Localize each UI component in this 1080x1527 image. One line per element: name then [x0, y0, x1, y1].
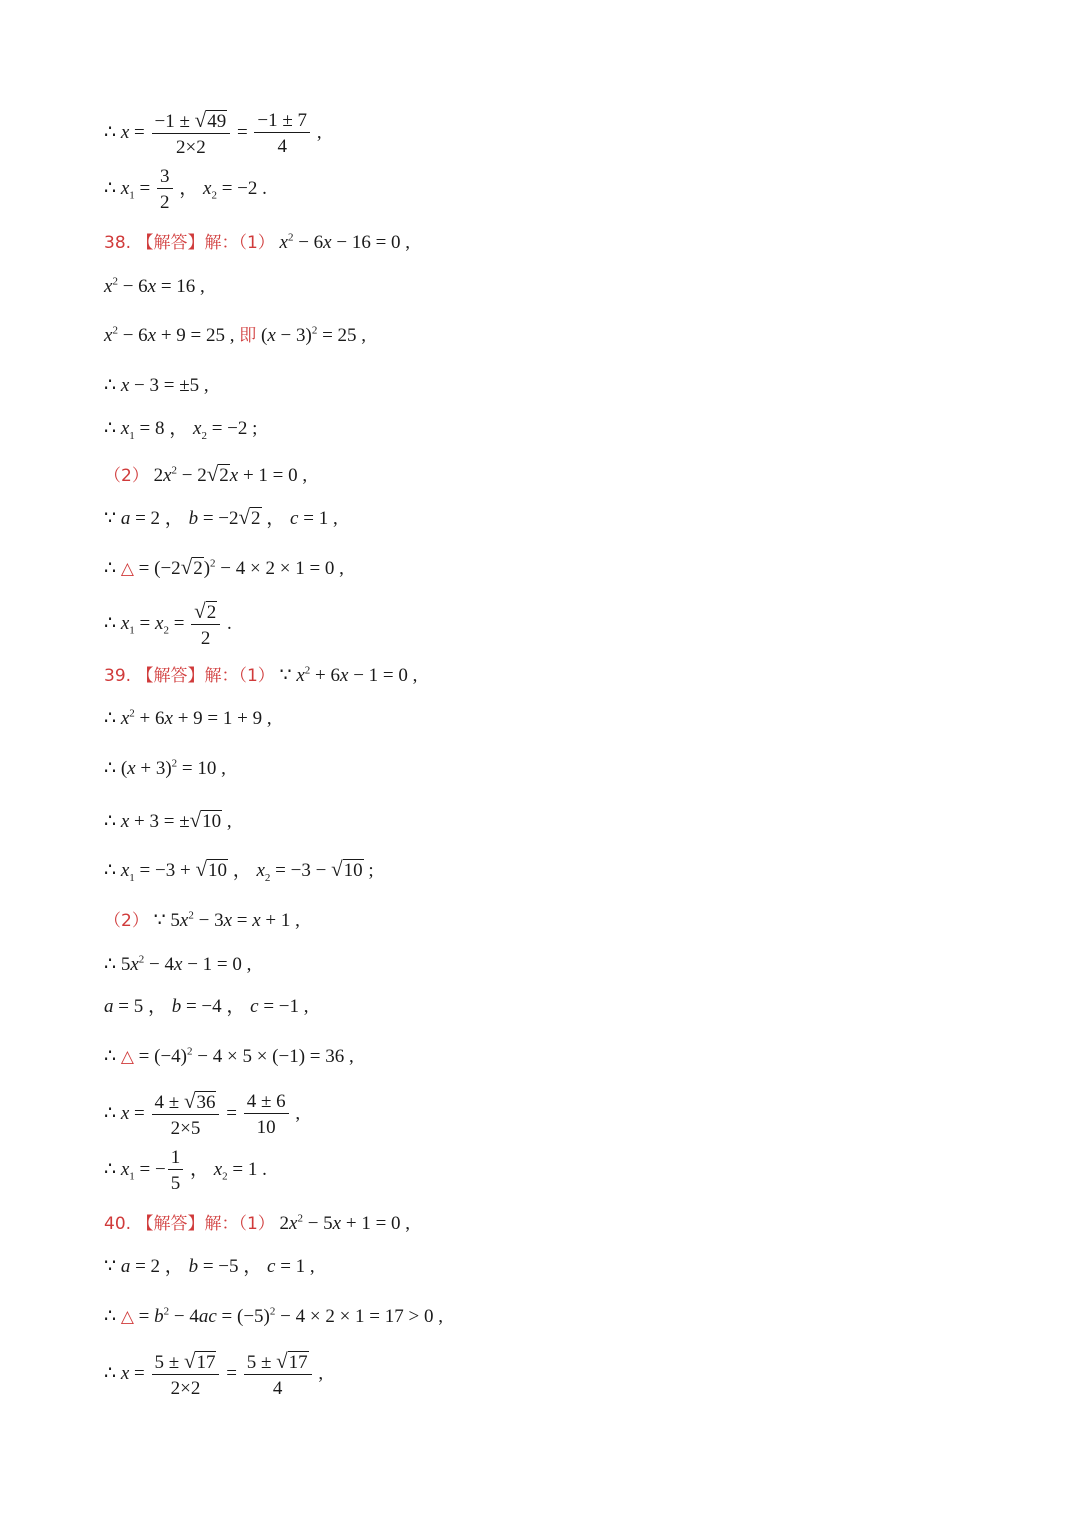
exponent: 2	[163, 1305, 170, 1318]
math-variable: x	[229, 464, 239, 486]
math-variable: x	[223, 909, 233, 931]
math-text: ∴	[104, 1102, 121, 1124]
math-text: = 10 ,	[177, 757, 226, 779]
denominator	[244, 1375, 312, 1398]
math-text: ∴	[104, 374, 121, 396]
math-text: = 1 .	[227, 1158, 267, 1180]
math-text: 2	[274, 1212, 290, 1234]
math-text: 2×2	[170, 1377, 201, 1399]
math-variable: x	[120, 1102, 130, 1124]
radical-sign: √	[194, 598, 206, 623]
math-text: 1	[170, 1146, 181, 1168]
line-l13	[104, 709, 272, 728]
math-variable: x	[104, 275, 113, 297]
math-text: =	[129, 1362, 150, 1384]
subscript: 1	[129, 1170, 135, 1183]
math-text: + 3)	[135, 757, 172, 779]
math-text: − 16 = 0 ,	[331, 231, 411, 253]
math-variable: x	[340, 664, 349, 686]
exponent: 2	[311, 324, 318, 337]
math-text: − 4 × 5 × (−1) = 36 ,	[192, 1045, 354, 1067]
math-variable: x	[289, 1212, 298, 1234]
square-root	[206, 461, 230, 486]
answer-label: △	[120, 1306, 134, 1327]
line-l4	[104, 277, 205, 296]
exponent: 2	[210, 557, 216, 570]
math-text: ∵ 5	[148, 909, 180, 931]
subscript: 1	[129, 429, 135, 442]
answer-label: （2）	[104, 910, 149, 931]
exponent: 2	[304, 664, 311, 677]
exponent: 2	[269, 1305, 276, 1318]
math-text: 3	[160, 165, 170, 187]
square-root	[238, 504, 262, 529]
radicand: 36	[196, 1091, 216, 1113]
denominator	[168, 1170, 184, 1193]
square-root	[183, 1348, 217, 1373]
line-l22	[104, 1148, 267, 1193]
fraction	[168, 1148, 184, 1193]
math-text: ∴	[104, 557, 121, 579]
answer-label: △	[120, 1046, 134, 1067]
math-text: −1 ± 7	[257, 109, 308, 131]
square-root	[195, 856, 228, 881]
numerator	[254, 111, 310, 133]
square-root	[180, 554, 204, 579]
math-variable: b	[188, 1255, 199, 1277]
math-variable: a	[104, 995, 114, 1017]
math-variable: x	[147, 324, 157, 346]
math-text: ，	[174, 177, 204, 199]
math-text: ∴	[104, 1305, 121, 1327]
line-l17	[104, 911, 300, 930]
math-variable: x	[120, 121, 130, 143]
math-variable: x	[252, 909, 261, 931]
line-l20	[104, 1047, 354, 1066]
subscript: 2	[201, 429, 207, 442]
exponent: 2	[187, 1045, 193, 1058]
line-l15	[104, 807, 232, 832]
math-text: + 1 = 0 ,	[341, 1212, 411, 1234]
line-l11	[104, 598, 232, 649]
math-text: − 1 = 0 ,	[182, 953, 252, 975]
math-text: ;	[363, 859, 374, 881]
exponent: 2	[129, 707, 135, 720]
math-text: )	[203, 557, 211, 579]
math-text: − 1 = 0 ,	[348, 664, 418, 686]
math-variable: x	[174, 953, 183, 975]
math-text: ,	[312, 121, 322, 143]
radicand: 2	[251, 507, 261, 529]
math-text: =	[232, 909, 253, 931]
line-l9	[104, 504, 338, 529]
math-text: − 6	[117, 275, 148, 297]
line-h40	[104, 1214, 410, 1233]
square-root	[194, 598, 217, 623]
radicand: 10	[202, 810, 222, 832]
math-variable: b	[188, 507, 199, 529]
math-text: 4	[272, 1377, 283, 1399]
math-text: + 6	[134, 707, 165, 729]
math-variable: x	[256, 859, 265, 881]
line-h39	[104, 666, 417, 685]
radical-sign: √	[189, 807, 202, 832]
fraction	[152, 1348, 220, 1399]
math-text: =	[129, 1102, 150, 1124]
math-text: ∵	[274, 664, 297, 686]
math-text: − 3)	[275, 324, 312, 346]
radicand: 10	[343, 859, 363, 881]
square-root	[194, 107, 228, 132]
exponent: 2	[112, 275, 118, 288]
numerator	[244, 1092, 289, 1114]
math-variable: c	[267, 1255, 276, 1277]
line-l24	[104, 1257, 315, 1276]
radical-sign: √	[206, 461, 219, 486]
math-text: ，	[185, 1158, 214, 1180]
math-text: 4	[277, 135, 287, 157]
fraction	[254, 111, 310, 156]
fraction	[244, 1092, 289, 1137]
denominator	[152, 134, 231, 157]
math-text: ∴	[104, 177, 121, 199]
math-text: 2	[200, 627, 211, 649]
line-l14	[104, 759, 226, 778]
math-text: ∴	[104, 612, 121, 634]
answer-label: 38. 【解答】解：（1）	[104, 232, 275, 253]
math-variable: x	[120, 374, 130, 396]
math-text: = −5 ，	[198, 1255, 267, 1277]
math-variable: x	[120, 707, 130, 729]
math-text: = 2 ，	[130, 507, 189, 529]
math-text: 2×5	[170, 1117, 201, 1139]
math-text: ∴	[104, 810, 121, 832]
exponent: 2	[171, 757, 178, 770]
radicand: 17	[196, 1351, 216, 1373]
math-text: =	[133, 1305, 155, 1327]
numerator	[244, 1348, 312, 1375]
exponent: 2	[297, 1212, 303, 1225]
math-text: ∴	[104, 1362, 121, 1384]
math-text: 2×2	[175, 136, 206, 158]
math-text: 10	[256, 1116, 276, 1138]
math-text: = −	[134, 1158, 166, 1180]
math-text: = (−4)	[133, 1045, 188, 1067]
math-text: = 5 ，	[113, 995, 172, 1017]
math-variable: x	[120, 177, 130, 199]
math-text: = 16 ,	[156, 275, 205, 297]
math-variable: x	[130, 953, 139, 975]
subscript: 2	[211, 189, 217, 202]
numerator	[152, 1348, 220, 1375]
line-l16	[104, 856, 374, 884]
line-l7	[104, 417, 258, 442]
radical-sign: √	[194, 107, 207, 132]
math-text: 5 ±	[246, 1351, 277, 1373]
math-variable: x	[120, 810, 130, 832]
exponent: 2	[138, 953, 145, 966]
math-text: = −2 ;	[206, 417, 258, 439]
math-variable: x	[267, 324, 276, 346]
math-text: − 3 = ±5 ,	[129, 374, 209, 396]
math-variable: x	[193, 417, 202, 439]
exponent: 2	[188, 909, 194, 922]
math-text: = 25 ,	[317, 324, 367, 346]
math-text: .	[222, 612, 232, 634]
radical-sign: √	[183, 1088, 196, 1113]
math-variable: x	[279, 231, 288, 253]
denominator	[157, 189, 173, 212]
radical-sign: √	[276, 1348, 288, 1373]
math-text: − 4 × 2 × 1 = 0 ,	[215, 557, 344, 579]
math-variable: x	[163, 464, 172, 486]
math-text: ,	[222, 810, 232, 832]
numerator	[191, 598, 220, 625]
math-text: = 2 ，	[130, 1255, 189, 1277]
math-variable: b	[171, 995, 182, 1017]
math-text: = −3 +	[134, 859, 196, 881]
math-text: + 1 = 0 ,	[238, 464, 308, 486]
math-variable: ac	[198, 1305, 217, 1327]
math-variable: a	[120, 1255, 131, 1277]
subscript: 2	[264, 871, 271, 884]
math-text: = −2	[198, 507, 239, 529]
math-variable: x	[179, 909, 189, 931]
answer-label: 40. 【解答】解：（1）	[104, 1213, 275, 1234]
answer-label: 39. 【解答】解：（1）	[104, 665, 275, 686]
math-text: + 9 = 1 + 9 ,	[172, 707, 272, 729]
math-text: = (−5)	[216, 1305, 270, 1327]
math-variable: b	[154, 1305, 164, 1327]
answer-label: （2）	[104, 465, 149, 486]
line-l21	[104, 1088, 301, 1139]
math-text: ∴	[104, 859, 121, 881]
math-text: + 9 = 25 ,	[156, 324, 240, 346]
line-h38	[104, 233, 410, 252]
math-variable: x	[332, 1212, 342, 1234]
math-text: − 5	[302, 1212, 333, 1234]
math-variable: x	[127, 757, 136, 779]
math-text: = 8 ，	[134, 417, 193, 439]
line-l1	[104, 107, 322, 158]
math-variable: x	[203, 177, 212, 199]
subscript: 1	[129, 871, 135, 884]
math-text: + 1 ,	[260, 909, 300, 931]
radical-sign: √	[195, 856, 207, 881]
numerator	[152, 107, 231, 134]
denominator	[254, 133, 310, 156]
radicand: 2	[193, 557, 203, 579]
numerator	[168, 1148, 184, 1170]
fraction	[191, 598, 220, 649]
math-variable: c	[290, 507, 299, 529]
math-text: + 6	[310, 664, 341, 686]
math-text: =	[134, 177, 155, 199]
radicand: 2	[219, 464, 229, 486]
math-text: =	[232, 121, 253, 143]
math-text: ∴	[104, 1045, 121, 1067]
math-text: 5	[170, 1172, 181, 1194]
math-variable: x	[104, 324, 113, 346]
math-text: = 1 ,	[298, 507, 338, 529]
math-text: 4 ±	[154, 1091, 184, 1113]
line-l25	[104, 1307, 443, 1326]
math-variable: x	[147, 275, 157, 297]
math-text: = −4 ，	[181, 995, 251, 1017]
math-variable: x	[155, 612, 164, 634]
line-l19	[104, 997, 309, 1016]
math-text: ,	[313, 1362, 324, 1384]
fraction	[152, 107, 231, 158]
square-root	[183, 1088, 217, 1113]
numerator	[157, 167, 173, 189]
radicand: 10	[207, 859, 227, 881]
math-variable: x	[213, 1158, 223, 1180]
math-text: ∵	[104, 1255, 121, 1277]
line-l10	[104, 554, 344, 579]
line-l6	[104, 376, 209, 395]
line-l8	[104, 461, 308, 486]
math-variable: x	[296, 664, 305, 686]
radical-sign: √	[183, 1348, 196, 1373]
fraction	[157, 167, 173, 212]
math-text: ∴	[104, 121, 121, 143]
math-text: =	[221, 1362, 242, 1384]
math-text: − 2	[177, 464, 207, 486]
square-root	[189, 807, 223, 832]
line-l5	[104, 326, 366, 345]
math-text: ，	[261, 507, 291, 529]
math-text: ，	[227, 859, 257, 881]
math-text: (	[256, 324, 268, 346]
math-text: ∴ (	[104, 757, 128, 779]
math-variable: x	[120, 612, 130, 634]
square-root	[331, 856, 364, 881]
math-text: = 1 ,	[275, 1255, 315, 1277]
math-text: 4 ± 6	[246, 1090, 286, 1112]
subscript: 1	[129, 189, 135, 202]
math-text: ∴ 5	[104, 953, 131, 975]
line-l2	[104, 167, 267, 212]
math-text: − 4 × 2 × 1 = 17 > 0 ,	[275, 1305, 443, 1327]
radicand: 49	[207, 110, 227, 132]
denominator	[191, 625, 220, 648]
subscript: 2	[163, 624, 169, 637]
square-root	[276, 1348, 309, 1373]
math-text: =	[168, 612, 190, 634]
denominator	[152, 1115, 220, 1138]
line-l18	[104, 955, 251, 974]
math-variable: x	[120, 859, 130, 881]
radical-sign: √	[238, 504, 251, 529]
denominator	[244, 1114, 289, 1137]
exponent: 2	[287, 231, 294, 244]
math-variable: x	[120, 1362, 130, 1384]
math-text: =	[221, 1102, 242, 1124]
math-variable: x	[120, 1158, 130, 1180]
numerator	[152, 1088, 220, 1115]
answer-label: △	[120, 558, 134, 579]
math-text: + 3 = ±	[129, 810, 190, 832]
radicand: 2	[206, 601, 217, 623]
line-l26	[104, 1348, 324, 1399]
radical-sign: √	[180, 554, 193, 579]
math-text: = −2 .	[216, 177, 267, 199]
subscript: 1	[129, 624, 135, 637]
math-text: −1 ±	[154, 110, 195, 132]
math-text: ∴	[104, 1158, 121, 1180]
math-variable: x	[120, 417, 130, 439]
math-text: ∵	[104, 507, 121, 529]
radicand: 17	[288, 1351, 308, 1373]
math-text: =	[129, 121, 150, 143]
math-text: 2	[160, 191, 170, 213]
math-variable: c	[250, 995, 259, 1017]
exponent: 2	[112, 324, 118, 337]
radical-sign: √	[331, 856, 343, 881]
math-text: ∴	[104, 417, 121, 439]
math-text: − 6	[293, 231, 324, 253]
fraction	[152, 1088, 220, 1139]
fraction	[244, 1348, 312, 1399]
math-text: 5 ±	[154, 1351, 184, 1373]
math-text: = −1 ,	[258, 995, 309, 1017]
math-text: = (−2	[133, 557, 181, 579]
math-text: − 4	[169, 1305, 199, 1327]
math-variable: x	[323, 231, 332, 253]
denominator	[152, 1375, 220, 1398]
math-text: =	[134, 612, 155, 634]
answer-label: 即	[239, 325, 257, 346]
math-variable: a	[120, 507, 131, 529]
math-text: − 3	[193, 909, 224, 931]
math-text: 2	[148, 464, 164, 486]
math-variable: x	[164, 707, 173, 729]
math-text: = −3 −	[270, 859, 332, 881]
math-text: ∴	[104, 707, 121, 729]
subscript: 2	[222, 1170, 228, 1183]
exponent: 2	[171, 464, 178, 477]
math-text: − 4	[144, 953, 174, 975]
math-text: ,	[290, 1102, 301, 1124]
math-text: − 6	[117, 324, 148, 346]
